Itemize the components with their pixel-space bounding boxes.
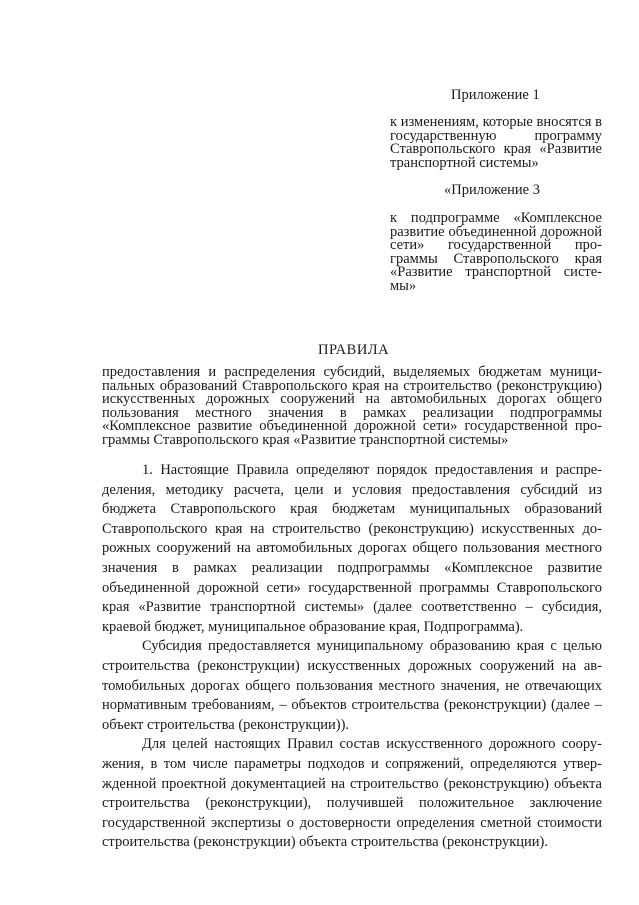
rules-title: ПРАВИЛА — [318, 342, 390, 358]
appendix-1-title: Приложение 1 — [451, 87, 540, 103]
paragraph-1: 1. Настоящие Правила определяют порядок предоставления и распределения, методику расчета, цели и условия предоставления субсидий из бюджета Ставропольского края бюджетам муниципальных образований Ставропольского края на строительство (реконструкцию) искусственных дорожных сооружений на автомобильных дорогах общего пользования местного значения в рамках реализации подпрограммы «Комплексное развитие объединенной дорожной сети» государственной программы Ставропольского края «Развитие транспортной системы» (далее соответственно – субсидия, краевой бюджет, муниципальное образование края, Подпрограмма). — [102, 462, 602, 635]
appendix-3-title: «Приложение 3 — [444, 182, 540, 198]
rules-subtitle: предоставления и распределения субсидий, выделяемых бюджетам муниципальных образований Ставропольского края на строительство (реконструкцию) искусственных дорожных сооружений на автомобильных дорогах общего пользования местного значения в рамках реализации подпрограммы «Комплексное развитие объединенной дорожной сети» государственной программы Ставропольского края «Развитие транспортной системы» — [102, 364, 602, 448]
document-body — [102, 461, 602, 853]
paragraph-3: Для целей настоящих Правил состав искусственного дорожного сооружения, в том числе параметры подходов и сопряжений, определяются утвержденной проектной документацией на строительство (реконструкцию) объекта строительства (реконструкции), получившей положительное заключение государственной экспертизы о достоверности определения сметной стоимости строительства (реконструкции) объекта строительства (реконструкции). — [102, 736, 602, 851]
paragraph-2: Субсидия предоставляется муниципальному образованию края с целью строительства (реконструкции) искусственных дорожных сооружений на автомобильных дорогах общего пользования местного значения, не отвечающих нормативным требованиям, – объектов строительства (реконструкции) (далее – объект строительства (реконструкции)). — [102, 638, 602, 733]
appendix-3-text: к подпрограмме «Комплексное развитие объединенной дорожной сети» государственной программы Ставропольского края «Развитие транспортной системы» — [390, 210, 602, 294]
appendix-1-text: к изменениям, которые вносятся в государственную программу Ставропольского края «Развитие транспортной системы» — [390, 114, 602, 171]
